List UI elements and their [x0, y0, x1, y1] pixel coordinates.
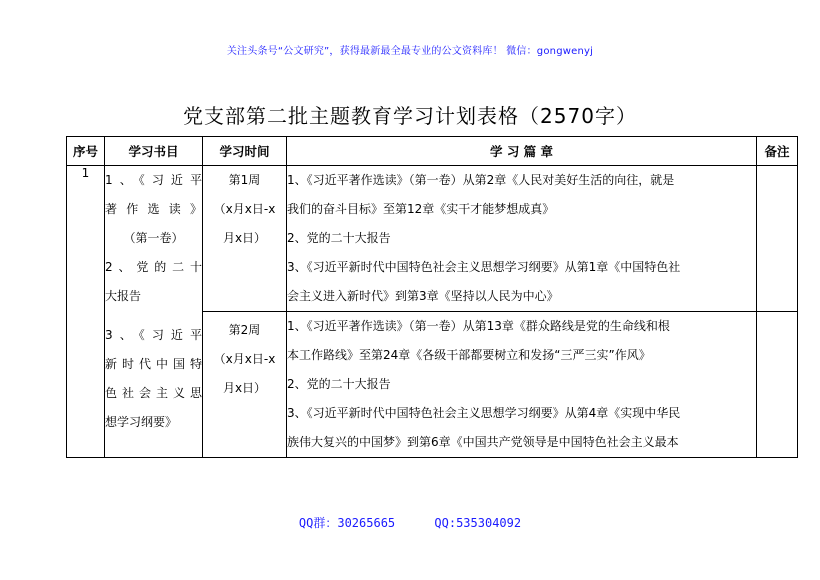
- cell-books: [105, 166, 203, 458]
- cell-week-2: [203, 312, 287, 458]
- chapter-line: 会主义进入新时代》到第3章《坚持以人民为中心》: [287, 289, 559, 303]
- chapter-line: 2、党的二十大报告: [287, 231, 391, 245]
- week-date-start: （x月x日-x: [213, 352, 276, 366]
- book-line: 色社会主义思: [105, 386, 202, 400]
- header-note: 关注头条号“公文研究”，获得最新最全最专业的公文资料库！ 微信：gongwenyj: [226, 46, 594, 57]
- chapter-line: 本工作路线》至第24章《各级干部都要树立和发扬“三严三实”作风》: [287, 348, 651, 362]
- document-title: 党支部第二批主题教育学习计划表格（2570字）: [183, 104, 637, 128]
- chapter-line: 族伟大复兴的中国梦》到第6章《中国共产党领导是中国特色社会主义最本: [287, 435, 679, 449]
- book-line: 大报告: [105, 289, 142, 303]
- week-label: 第1周: [228, 173, 261, 187]
- qq-group-text: QQ群：30265665: [298, 516, 396, 530]
- cell-week-1: [203, 166, 287, 312]
- chapter-line: 1、《习近平著作选读》（第一卷）从第13章《群众路线是党的生命线和根: [287, 319, 670, 333]
- week-label: 第2周: [228, 323, 261, 337]
- chapter-line: 2、党的二十大报告: [287, 377, 391, 391]
- cell-chapters-week-2: [287, 312, 757, 458]
- book-line: 想学习纲要》: [105, 415, 178, 429]
- chapter-line: 1、《习近平著作选读》（第一卷）从第2章《人民对美好生活的向往，就是: [287, 173, 675, 187]
- header-seq: 序号: [67, 137, 105, 166]
- chapter-line: 3、《习近平新时代中国特色社会主义思想学习纲要》从第4章《实现中华民: [287, 406, 681, 420]
- table-header-row: [67, 137, 798, 166]
- book-line: 3、《习近平: [105, 328, 202, 342]
- footer-contact: [0, 514, 820, 531]
- book-line: 新时代中国特: [105, 357, 202, 371]
- study-plan-table: [66, 136, 798, 458]
- cell-note-week-1: [757, 166, 798, 312]
- header-time: 学习时间: [203, 137, 287, 166]
- book-line: （第一卷）: [123, 231, 184, 245]
- qq-text: QQ:535304092: [434, 516, 522, 530]
- table-row: [67, 166, 798, 312]
- chapter-line: 3、《习近平新时代中国特色社会主义思想学习纲要》从第1章《中国特色社: [287, 260, 681, 274]
- week-date-end: 月x日）: [222, 381, 267, 395]
- cell-seq: 1: [67, 166, 105, 458]
- book-line: 著作选读》: [105, 202, 202, 216]
- header-chapters: 学 习 篇 章: [287, 137, 757, 166]
- chapter-line: 我们的奋斗目标》至第12章《实干才能梦想成真》: [287, 202, 555, 216]
- book-line: 2、党的二十: [105, 260, 202, 274]
- week-date-start: （x月x日-x: [213, 202, 276, 216]
- book-line: 1、《习近平: [105, 173, 202, 187]
- header-note: 备注: [757, 137, 798, 166]
- cell-chapters-week-1: [287, 166, 757, 312]
- cell-note-week-2: [757, 312, 798, 458]
- week-date-end: 月x日）: [222, 231, 267, 245]
- header-book: 学习书目: [105, 137, 203, 166]
